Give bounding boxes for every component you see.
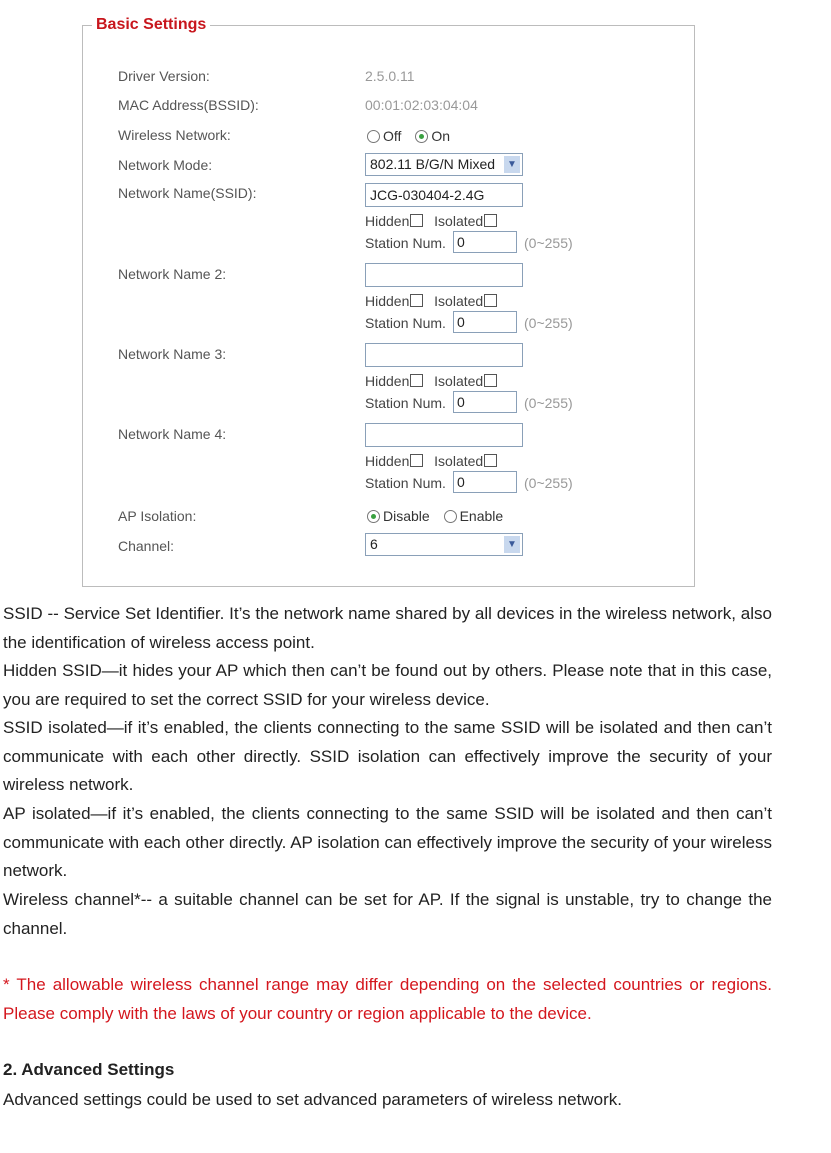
wireless-off-radio[interactable] — [367, 130, 380, 143]
hidden-checkbox[interactable] — [410, 294, 423, 307]
driver-version-value: 2.5.0.11 — [365, 68, 415, 84]
station-range: (0~255) — [524, 235, 573, 251]
isolated-checkbox[interactable] — [484, 374, 497, 387]
station-num-label: Station Num. — [365, 475, 446, 491]
wireless-network-label: Wireless Network: — [118, 127, 231, 143]
isolated-label: Isolated — [434, 453, 484, 469]
network-mode-select[interactable] — [365, 153, 523, 176]
hidden-label: Hidden — [365, 453, 410, 469]
chevron-down-icon: ▼ — [504, 156, 520, 173]
hidden-label: Hidden — [365, 293, 410, 309]
hidden-checkbox[interactable] — [410, 454, 423, 467]
network-name-4-label: Network Name 4: — [118, 426, 227, 442]
channel-select[interactable] — [365, 533, 523, 556]
para-ssid: SSID -- Service Set Identifier. It’s the network name shared by all devices in the wireless network, also the identification of wireless access point. — [3, 604, 772, 652]
ssid-label: Network Name(SSID): — [118, 185, 257, 201]
section-heading: 2. Advanced Settings — [3, 1060, 175, 1079]
isolated-checkbox[interactable] — [484, 214, 497, 227]
network-name-3-input[interactable] — [365, 343, 523, 367]
station-num-label: Station Num. — [365, 235, 446, 251]
channel-note: * The allowable wireless channel range may differ depending on the selected countries or regions. Please comply with the laws of your country or region applicable to the device. — [3, 975, 772, 1023]
network-name-4-input[interactable] — [365, 423, 523, 447]
driver-version-label: Driver Version: — [118, 68, 210, 84]
station-num-label: Station Num. — [365, 315, 446, 331]
isolated-checkbox[interactable] — [484, 294, 497, 307]
channel-value: 6 — [370, 536, 378, 552]
station-num-input[interactable]: 0 — [453, 231, 517, 253]
ap-disable-label: Disable — [383, 508, 430, 524]
ap-isolation-label: AP Isolation: — [118, 508, 197, 524]
ap-enable-radio[interactable] — [444, 510, 457, 523]
network-name-2-label: Network Name 2: — [118, 266, 227, 282]
ap-enable-label: Enable — [459, 508, 504, 524]
network-name-1-input[interactable]: JCG-030404-2.4G — [365, 183, 523, 207]
ap-disable-radio[interactable] — [367, 510, 380, 523]
station-num-input[interactable]: 0 — [453, 311, 517, 333]
para-channel: Wireless channel*-- a suitable channel can be set for AP. If the signal is unstable, try to change the channel. — [3, 890, 772, 938]
network-mode-label: Network Mode: — [118, 157, 213, 173]
mac-label: MAC Address(BSSID): — [118, 97, 259, 113]
isolated-label: Isolated — [434, 293, 484, 309]
station-num-input[interactable]: 0 — [453, 391, 517, 413]
station-range: (0~255) — [524, 315, 573, 331]
isolated-label: Isolated — [434, 373, 484, 389]
isolated-checkbox[interactable] — [484, 454, 497, 467]
mac-value: 00:01:02:03:04:04 — [365, 97, 478, 113]
panel-title: Basic Settings — [92, 16, 210, 34]
hidden-checkbox[interactable] — [410, 214, 423, 227]
para-ssid-isolated: SSID isolated—if it’s enabled, the clients connecting to the same SSID will be isolated and then can’t communicate with each other directly. SSID isolation can effectively improve the security of your wireless network. — [3, 718, 772, 794]
network-name-2-input[interactable] — [365, 263, 523, 287]
network-name-3-label: Network Name 3: — [118, 346, 227, 362]
station-range: (0~255) — [524, 395, 573, 411]
station-num-input[interactable]: 0 — [453, 471, 517, 493]
wireless-on-label: On — [431, 128, 450, 144]
hidden-label: Hidden — [365, 213, 410, 229]
para-ap-isolated: AP isolated—if it’s enabled, the clients connecting to the same SSID will be isolated and then can’t communicate with each other directly. AP isolation can effectively improve the security of your wireless network. — [3, 804, 772, 880]
para-hidden-ssid: Hidden SSID—it hides your AP which then can’t be found out by others. Please note that in this case, you are required to set the correct SSID for your wireless device. — [3, 661, 772, 709]
station-num-label: Station Num. — [365, 395, 446, 411]
network-mode-value: 802.11 B/G/N Mixed — [370, 156, 496, 172]
wireless-on-radio[interactable] — [415, 130, 428, 143]
hidden-checkbox[interactable] — [410, 374, 423, 387]
wireless-off-label: Off — [383, 128, 402, 144]
isolated-label: Isolated — [434, 213, 484, 229]
station-range: (0~255) — [524, 475, 573, 491]
hidden-label: Hidden — [365, 373, 410, 389]
chevron-down-icon: ▼ — [504, 536, 520, 553]
channel-label: Channel: — [118, 538, 175, 554]
para-advanced: Advanced settings could be used to set advanced parameters of wireless network. — [3, 1090, 622, 1109]
